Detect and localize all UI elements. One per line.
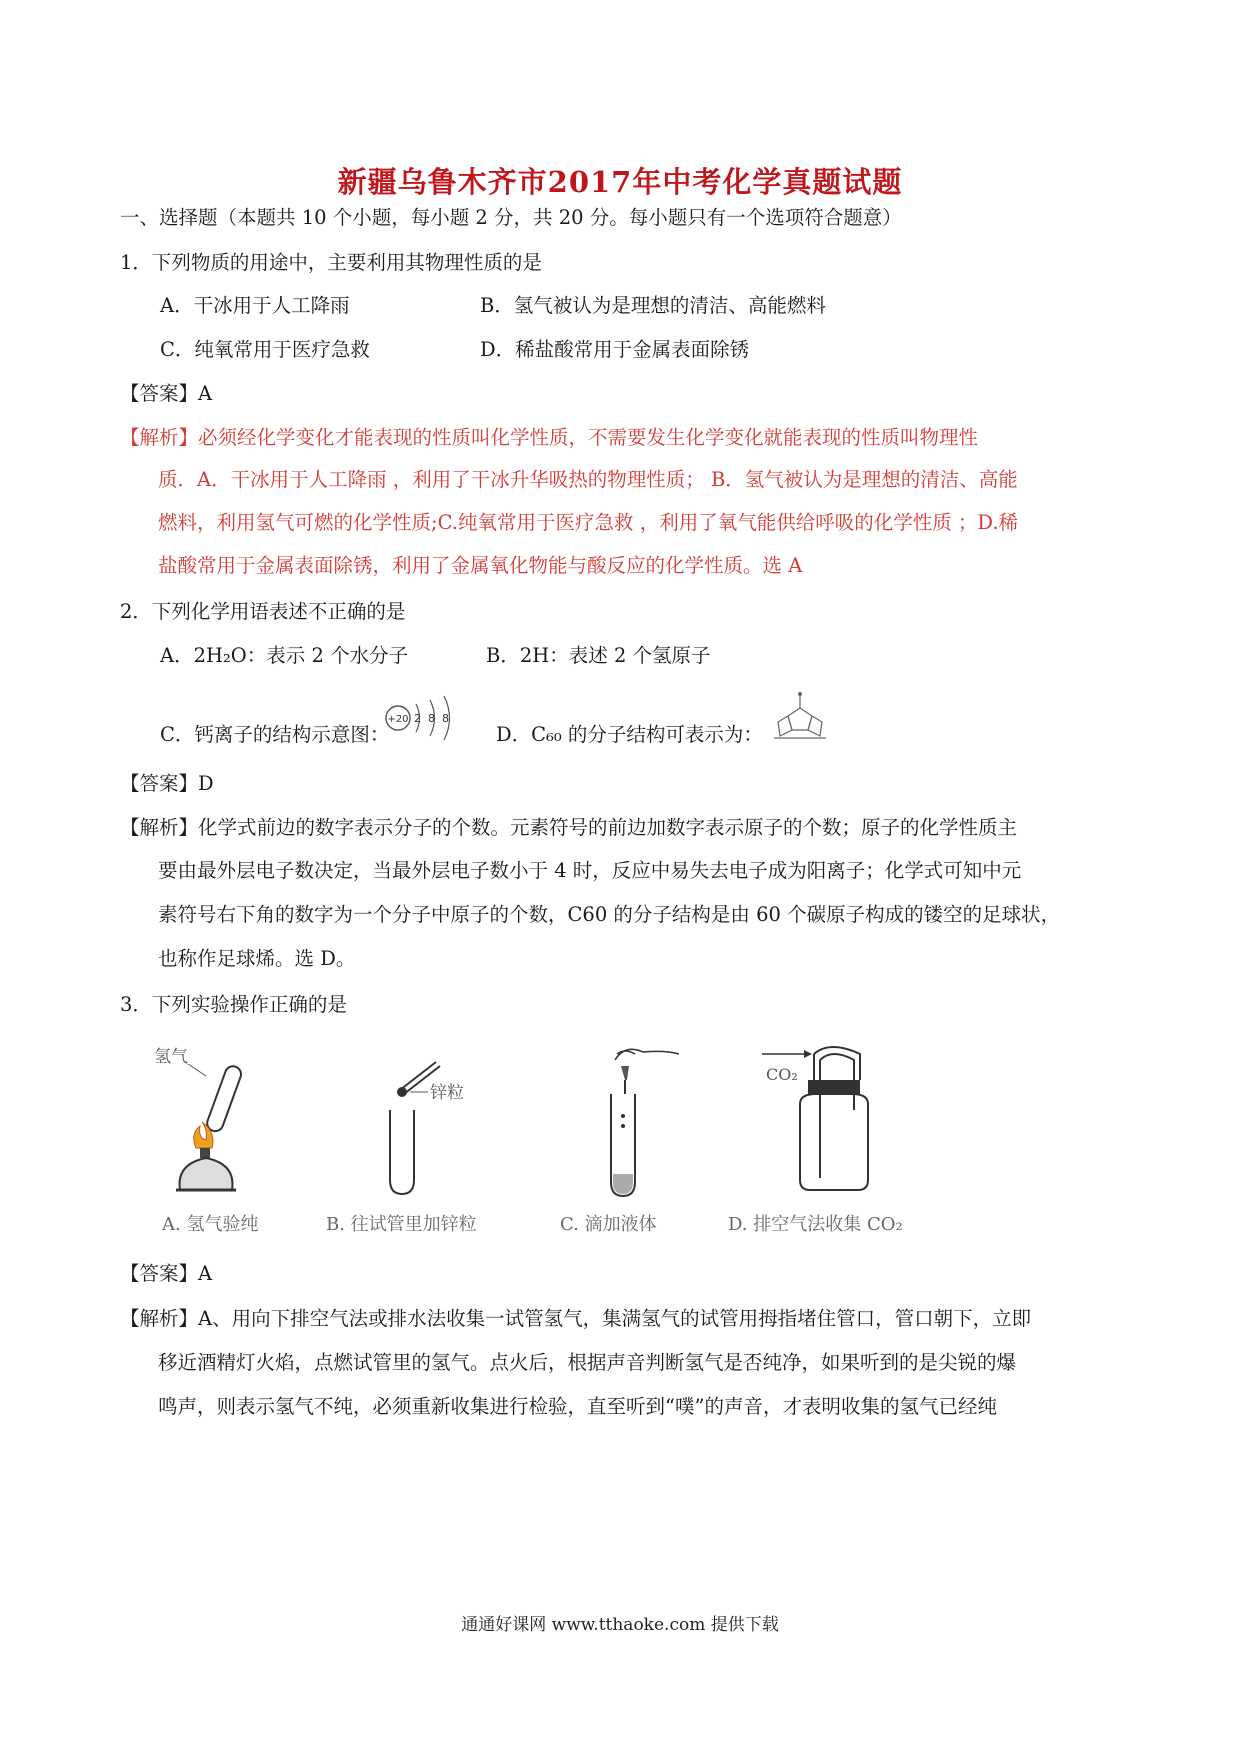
q1-option-a: A．干冰用于人工降雨 xyxy=(160,294,350,317)
q2-analysis-line-2: 要由最外层电子数决定，当最外层电子数小于 4 时，反应中易失去电子成为阳离子；化学式可知中元 xyxy=(158,859,1022,882)
co2-label: CO₂ xyxy=(766,1065,798,1084)
page-footer: 通通好课网 www.tthaoke.com 提供下载 xyxy=(461,1615,779,1635)
q2-analysis-line-3: 素符号右下角的数字为一个分子中原子的个数，C60 的分子结构是由 60 个碳原子构成的镂空的足球状， xyxy=(158,903,1061,926)
q2-option-c: C．钙离子的结构示意图： xyxy=(160,723,390,746)
q2-answer: 【答案】D xyxy=(120,772,214,795)
q3-analysis-label: 【解析】 xyxy=(120,1307,199,1330)
q1-answer: 【答案】A xyxy=(120,382,213,405)
q2-option-a: A．2H₂O：表示 2 个水分子 xyxy=(160,644,409,667)
section-heading: 一、选择题（本题共 10 个小题，每小题 2 分，共 20 分。每小题只有一个选项符合题意） xyxy=(120,206,902,229)
q3-answer: 【答案】A xyxy=(120,1262,213,1285)
question-2-stem: 2．下列化学用语表述不正确的是 xyxy=(120,600,406,623)
figure-d-caption: D. 排空气法收集 CO₂ xyxy=(728,1214,903,1235)
q3-analysis-line-3: 鸣声，则表示氢气不纯，必须重新收集进行检验，直至听到“噗”的声音，才表明收集的氢气已经纯 xyxy=(158,1395,997,1418)
q1-analysis-line-3: 燃料，利用氢气可燃的化学性质;C.纯氧常用于医疗急救 ，利用了氧气能供给呼吸的化学性质 ；D.稀 xyxy=(158,511,1019,534)
q1-analysis-line-4: 盐酸常用于金属表面除锈，利用了金属氧化物能与酸反应的化学性质。选 A xyxy=(158,554,803,577)
question-3-stem: 3．下列实验操作正确的是 xyxy=(120,993,347,1016)
q1-option-c: C．纯氧常用于医疗急救 xyxy=(160,338,370,361)
q2-analysis-line-4: 也称作足球烯。选 D。 xyxy=(158,947,356,970)
figure-d-collect-co2 xyxy=(760,1040,900,1200)
zinc-label: 锌粒 xyxy=(430,1083,464,1103)
svg-text:2: 2 xyxy=(414,712,421,725)
q1-analysis-label: 【解析】 xyxy=(120,426,199,449)
q2-analysis-line-1: 化学式前边的数字表示分子的个数。元素符号的前边加数字表示原子的个数；原子的化学性质主 xyxy=(198,816,1018,839)
figure-b-caption: B. 往试管里加锌粒 xyxy=(326,1214,477,1235)
q1-option-b: B．氢气被认为是理想的清洁、高能燃料 xyxy=(480,294,826,317)
svg-text:8: 8 xyxy=(428,712,435,725)
q2-analysis-label: 【解析】 xyxy=(120,816,199,839)
figure-c-caption: C. 滴加液体 xyxy=(560,1214,657,1235)
figure-a-caption: A. 氢气验纯 xyxy=(162,1214,259,1235)
q3-analysis-line-2: 移近酒精灯火焰，点燃试管里的氢气。点火后，根据声音判断氢气是否纯净，如果听到的是尖锐的爆 xyxy=(158,1351,1017,1374)
figure-a-hydrogen-test xyxy=(150,1040,270,1200)
hydrogen-label: 氢气 xyxy=(154,1047,188,1067)
q1-analysis-line-1: 必须经化学变化才能表现的性质叫化学性质，不需要发生化学变化就能表现的性质叫物理性 xyxy=(198,426,979,449)
svg-text:8: 8 xyxy=(442,712,449,725)
q3-analysis-line-1: A、用向下排空气法或排水法收集一试管氢气，集满氢气的试管用拇指堵住管口，管口朝下，立即 xyxy=(198,1307,1032,1330)
figure-b-add-zinc xyxy=(380,1040,500,1200)
q2-option-d: D．C₆₀ 的分子结构可表示为： xyxy=(496,723,763,746)
q1-analysis-line-2: 质．A．干冰用于人工降雨 ，利用了干冰升华吸热的物理性质； B．氢气被认为是理想的清洁、高能 xyxy=(158,468,1018,491)
q1-option-d: D．稀盐酸常用于金属表面除锈 xyxy=(480,338,750,361)
question-1-stem: 1．下列物质的用途中，主要利用其物理性质的是 xyxy=(120,251,542,274)
calcium-ion-structure-diagram xyxy=(378,690,468,750)
q2-option-b: B．2H：表述 2 个氢原子 xyxy=(486,644,711,667)
nucleus-charge-label: +20 xyxy=(387,714,409,725)
figure-c-drop-liquid xyxy=(595,1040,715,1200)
c60-structure-icon xyxy=(770,688,830,748)
page-title: 新疆乌鲁木齐市2017年中考化学真题试题 xyxy=(337,165,903,199)
